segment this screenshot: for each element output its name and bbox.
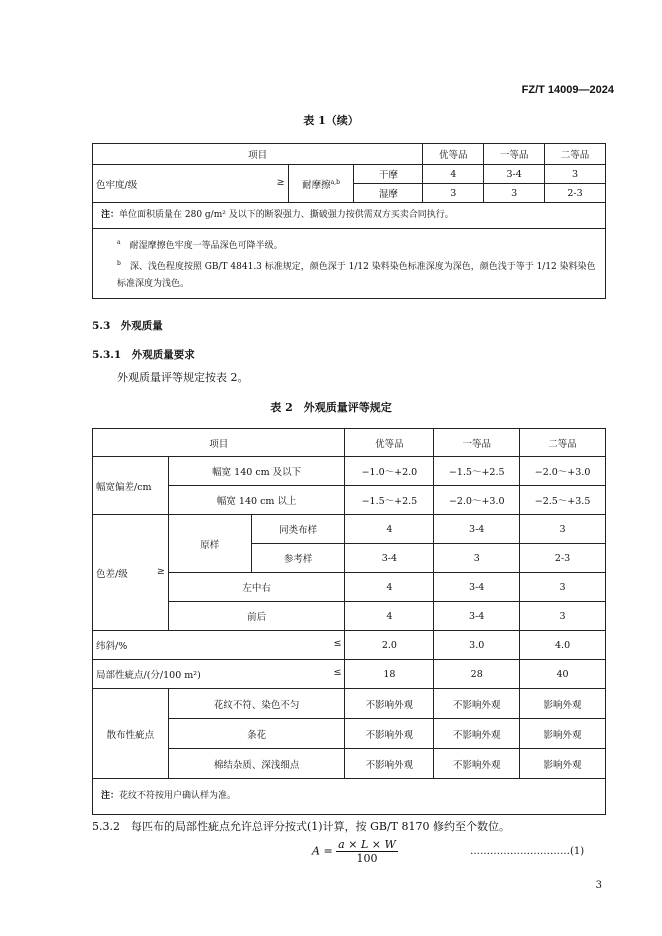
note-text: 花纹不符按用户确认样为准。: [119, 791, 237, 801]
width-row-label: 幅宽 140 cm 及以下: [168, 457, 345, 486]
table-cell: −1.5～+2.5: [434, 457, 520, 486]
skew-label: [93, 631, 345, 660]
table-cell: 3.0: [434, 631, 520, 660]
local-defect-label: [93, 660, 345, 689]
ge-sign: ≥: [276, 176, 285, 188]
table-cell: 3-4: [484, 165, 545, 184]
page-number: 3: [595, 880, 602, 891]
table2-note: [93, 779, 606, 815]
le-sign: ≤: [333, 667, 342, 678]
table2-header-grade: 二等品: [520, 429, 606, 457]
table2-caption: 表 2 外观质量评等规定: [270, 401, 392, 414]
table1-header-grade: 优等品: [423, 144, 484, 165]
table-cell: 3-4: [345, 544, 434, 573]
table2-header-grade: 优等品: [345, 429, 434, 457]
scatter-defect-label: 散布性疵点: [93, 689, 169, 779]
table-cell: 40: [520, 660, 606, 689]
table1-caption: 表 1（续）: [303, 114, 359, 127]
section-title: 外观质量: [120, 320, 163, 332]
scatter-row-label: 花纹不符、染色不匀: [168, 689, 345, 719]
color-row-label: 参考样: [251, 544, 345, 573]
formula-reference: …………………………(1): [470, 846, 585, 857]
table-cell: 3: [545, 165, 606, 184]
rubbing-footnote-mark: a,b: [330, 178, 340, 186]
table-cell: 4: [345, 573, 434, 602]
table-cell: 3: [520, 602, 606, 631]
table1-note: [93, 203, 606, 229]
local-defect-text: 局部性疵点/(分/100 m²): [96, 670, 201, 681]
table1-header-item: 项目: [93, 144, 423, 165]
table-cell: 影响外观: [520, 689, 606, 719]
color-row-label: 同类布样: [251, 515, 345, 544]
table2: [92, 428, 606, 815]
table-cell: 不影响外观: [434, 689, 520, 719]
table-cell: 不影响外观: [345, 689, 434, 719]
section-5-3-2: [92, 818, 510, 834]
table-cell: 3: [520, 515, 606, 544]
section-5-3-1-text: 外观质量评等规定按表 2。: [117, 371, 249, 384]
footnote-text: 深、浅色程度按照 GB/T 4841.3 标准规定，颜色深于 1/12 染料染色标准深度为深色，颜色浅于等于 1/12 染料染色标准深度为浅色。: [117, 262, 596, 289]
table-cell: 不影响外观: [345, 749, 434, 779]
table-cell: −1.0～+2.0: [345, 457, 434, 486]
footnote-b: [117, 255, 597, 293]
rubbing-text: 耐摩擦: [302, 179, 331, 191]
table1-footnotes: [93, 229, 606, 299]
table2-header-grade: 一等品: [434, 429, 520, 457]
table-cell: 不影响外观: [345, 719, 434, 749]
section-number: 5.3.2: [92, 820, 120, 833]
dry-rub-label: 干摩: [354, 165, 423, 184]
table-cell: −2.0～+3.0: [434, 486, 520, 515]
table1-header-grade: 一等品: [484, 144, 545, 165]
section-text: 每匹布的局部性疵点允许总评分按式(1)计算，按 GB/T 8170 修约至个数位。: [131, 820, 510, 833]
table-cell: 影响外观: [520, 719, 606, 749]
footnote-a: [117, 234, 597, 255]
table1: [92, 143, 606, 299]
table-cell: 3: [434, 544, 520, 573]
table-cell: 4: [345, 515, 434, 544]
table1-header-grade: 二等品: [545, 144, 606, 165]
table-cell: 3-4: [434, 602, 520, 631]
table-cell: 2.0: [345, 631, 434, 660]
section-5-3: [92, 318, 163, 333]
footnote-text: 耐湿摩擦色牢度一等品深色可降半级。: [129, 241, 283, 251]
width-row-label: 幅宽 140 cm 以上: [168, 486, 345, 515]
table-cell: 3-4: [434, 573, 520, 602]
wet-rub-label: 湿摩: [354, 184, 423, 203]
section-number: 5.3: [92, 320, 111, 332]
table-cell: 28: [434, 660, 520, 689]
formula-numerator: a × L × W: [338, 838, 396, 851]
section-number: 5.3.1: [92, 349, 122, 361]
note-label: 注：: [101, 791, 120, 801]
colorfastness-label: [93, 165, 289, 203]
table-cell: 2-3: [545, 184, 606, 203]
section-5-3-1: [92, 347, 195, 362]
table-cell: −2.5～+3.5: [520, 486, 606, 515]
table-cell: 2-3: [520, 544, 606, 573]
table-cell: 不影响外观: [434, 719, 520, 749]
formula: [312, 838, 398, 865]
width-deviation-label: 幅宽偏差/cm: [93, 457, 169, 515]
table-cell: 4: [423, 165, 484, 184]
le-sign: ≤: [333, 638, 342, 649]
footnote-mark: b: [117, 260, 121, 267]
table-cell: 18: [345, 660, 434, 689]
table-cell: −2.0～+3.0: [520, 457, 606, 486]
rubbing-label: [288, 165, 354, 203]
table-cell: 3: [423, 184, 484, 203]
color-row-label: 前后: [168, 602, 345, 631]
table-cell: 3: [484, 184, 545, 203]
ge-sign: ≥: [156, 565, 165, 577]
color-difference-text: 色差/级: [96, 568, 128, 580]
formula-denominator: 100: [356, 852, 378, 865]
scatter-row-label: 棉结杂质、深浅细点: [168, 749, 345, 779]
scatter-row-label: 条花: [168, 719, 345, 749]
note-label: 注：: [101, 210, 120, 220]
skew-text: 纬斜/%: [96, 641, 128, 652]
table-cell: 4.0: [520, 631, 606, 660]
table-cell: 3: [520, 573, 606, 602]
note-text: 单位面积质量在 280 g/m² 及以下的断裂强力、撕破强力按供需双方买卖合同执行。: [119, 210, 454, 220]
document-id: FZ/T 14009—2024: [521, 84, 614, 96]
formula-fraction: [336, 838, 398, 865]
color-row-label: 左中右: [168, 573, 345, 602]
table-cell: 3-4: [434, 515, 520, 544]
table2-header-item: 项目: [93, 429, 345, 457]
formula-lhs: A =: [312, 844, 333, 858]
color-difference-label: [93, 515, 169, 631]
footnote-mark: a: [117, 239, 121, 246]
table-cell: −1.5～+2.5: [345, 486, 434, 515]
section-title: 外观质量要求: [131, 349, 195, 361]
table-cell: 影响外观: [520, 749, 606, 779]
table-cell: 不影响外观: [434, 749, 520, 779]
colorfastness-text: 色牢度/级: [96, 179, 138, 191]
table-cell: 4: [345, 602, 434, 631]
original-sample-label: 原样: [168, 515, 251, 573]
